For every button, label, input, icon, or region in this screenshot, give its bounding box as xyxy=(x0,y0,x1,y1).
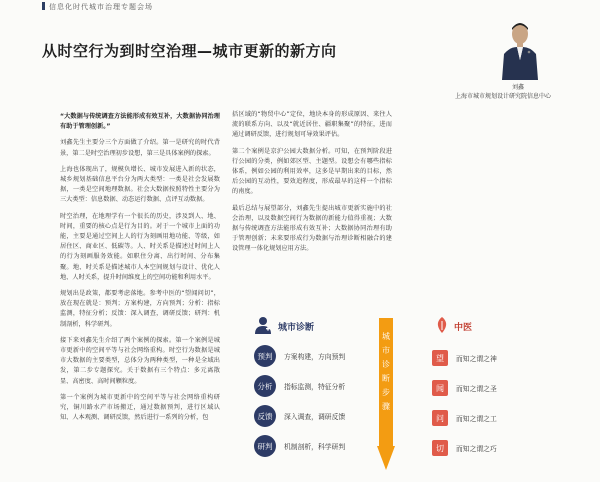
right-item xyxy=(432,438,497,458)
left-item xyxy=(254,406,345,426)
doctor-icon xyxy=(254,316,272,334)
tcm-badge: 问 xyxy=(432,410,448,426)
step-badge: 分析 xyxy=(254,375,276,397)
diagnosis-diagram xyxy=(246,310,546,482)
paragraph: 最后总结与展望部分，刘鑫先生提出城市更新实施中的社会治理，以及数据空间行为数据的新能力值得重视；大数据与传统调查方法能形成有效互补；大数据协同治理有助于管理创新；未来要形成行为数据与治理诊断相融合的建设管理一体化规划应用方法。 xyxy=(232,204,392,253)
tcm-badge: 闻 xyxy=(432,380,448,396)
pull-quote: “大数据与传统调查方法能形成有效互补，大数据协同治理有助于管理创新。” xyxy=(60,113,220,131)
author-photo xyxy=(500,20,540,80)
tcm-text: 而知之谓之圣 xyxy=(456,385,497,393)
step-text: 机制剖析，科学研判 xyxy=(284,443,346,451)
tcm-text: 而知之谓之工 xyxy=(456,415,497,423)
right-item xyxy=(432,378,497,398)
paragraph: 括区域的“物贸中心”定位，地块本身的形成原因、来往人流的联系方向、以及“就近居住、疆职集聚”的特征，进而通过调研反馈，进行规划可导效果评估。 xyxy=(232,111,392,139)
left-item xyxy=(254,436,345,456)
paragraph: 时空治理，在地理学有一个很长的历史，涉及到人、地、时间，重要的核心点是行为目的。对于一个城市上面的功能，主要是通过空间上人的行为刻画用地功能、等级，如居住区、商业区、低碳等。人、时关系是描述过时间上人的行为刻画服务效能。如职住分离、出行时间、分布集聚。地、时关系是描述城市人本空间规划与设计、优化人地、人时关系，提升时间维度上的空间功能和利用水平。 xyxy=(60,212,220,281)
step-badge: 预判 xyxy=(254,345,276,367)
left-item xyxy=(254,346,345,366)
step-text: 方案构建，方向预判 xyxy=(284,353,346,361)
step-text: 深入调查，调研反馈 xyxy=(284,413,346,421)
column-label: 信息化时代城市治理专题会场 xyxy=(42,2,153,12)
step-text: 指标监测，特征分析 xyxy=(284,383,346,391)
paragraph: 第一个案例为城市更新中的空间平等与社会网络重构研究，铜川路水产市场搬迁，通过数据预判，进行区域认知、人本观测、调研反馈，然后进行一系列的分析，包 xyxy=(60,393,220,422)
diagnosis-steps-label: 城市诊断步骤 xyxy=(382,332,390,411)
author-organization: 上海市城市规划设计研究院信息中心 xyxy=(455,93,552,100)
paragraph: 刘鑫先生主要分三个方面做了介绍。第一是研究的时代背景，第二是时空治理初步设想，第三是具体案例的探索。 xyxy=(60,139,220,157)
tcm-text: 而知之谓之神 xyxy=(456,355,497,363)
right-item xyxy=(432,348,497,368)
paragraph: 上海也体现出了，规模负增长、城市发展进入新的状态，城乡规划基础信息平台分为两大类型：一类是社会发展数据，一类是空间地理数据。社会大数据按照特性主要分为三大类型：信息数据、动态运行数据、点评互动数据。 xyxy=(60,165,220,204)
article-title: 从时空行为到时空治理—城市更新的新方向 xyxy=(42,42,337,60)
paragraph: 规划出是政策，都要考虑落地。参考中医的“望闻问切”，放在现在就是：预判；方案构建，方向预判；分析：指标监测，特征分析；反馈：深入调查，调研反馈；研判：机制剖析，科学研判。 xyxy=(60,290,220,328)
step-badge: 反馈 xyxy=(254,405,276,427)
step-badge: 研判 xyxy=(254,435,276,457)
tcm-text: 而知之谓之巧 xyxy=(456,445,497,453)
tcm-badge: 切 xyxy=(432,440,448,456)
medicine-icon xyxy=(434,316,450,334)
right-item xyxy=(432,408,497,428)
paragraph: 接下来刘鑫先生介绍了两个案例的探索。第一个案例是城市更新中的空间平等与社会网络重构。时空行为数据是城市大数据的主要类型，总体分为两种类型，一种是全域出发，第二步专题探究。关于数据有三个特点：多元离散显、高密度、高时间颗粒度。 xyxy=(60,336,220,385)
tcm-badge: 望 xyxy=(432,350,448,366)
tcm-title: 中医 xyxy=(454,323,473,333)
city-diagnosis-title: 城市诊断 xyxy=(278,323,315,333)
body-column-left xyxy=(60,112,220,429)
body-column-right xyxy=(232,110,392,261)
paragraph: 第二个案例是京沪公园大数据分析。可知，在预判阶段进行公园的分类，例如郊区型、主题型。设想会有哪些指标体系，例如公园的利用效率，这多是早期出来的目标，然后公园的互动性，要效追程度，形成最早的这样一个指标的南度。 xyxy=(232,147,392,196)
author-name: 刘鑫 xyxy=(512,84,525,91)
left-item xyxy=(254,376,345,396)
